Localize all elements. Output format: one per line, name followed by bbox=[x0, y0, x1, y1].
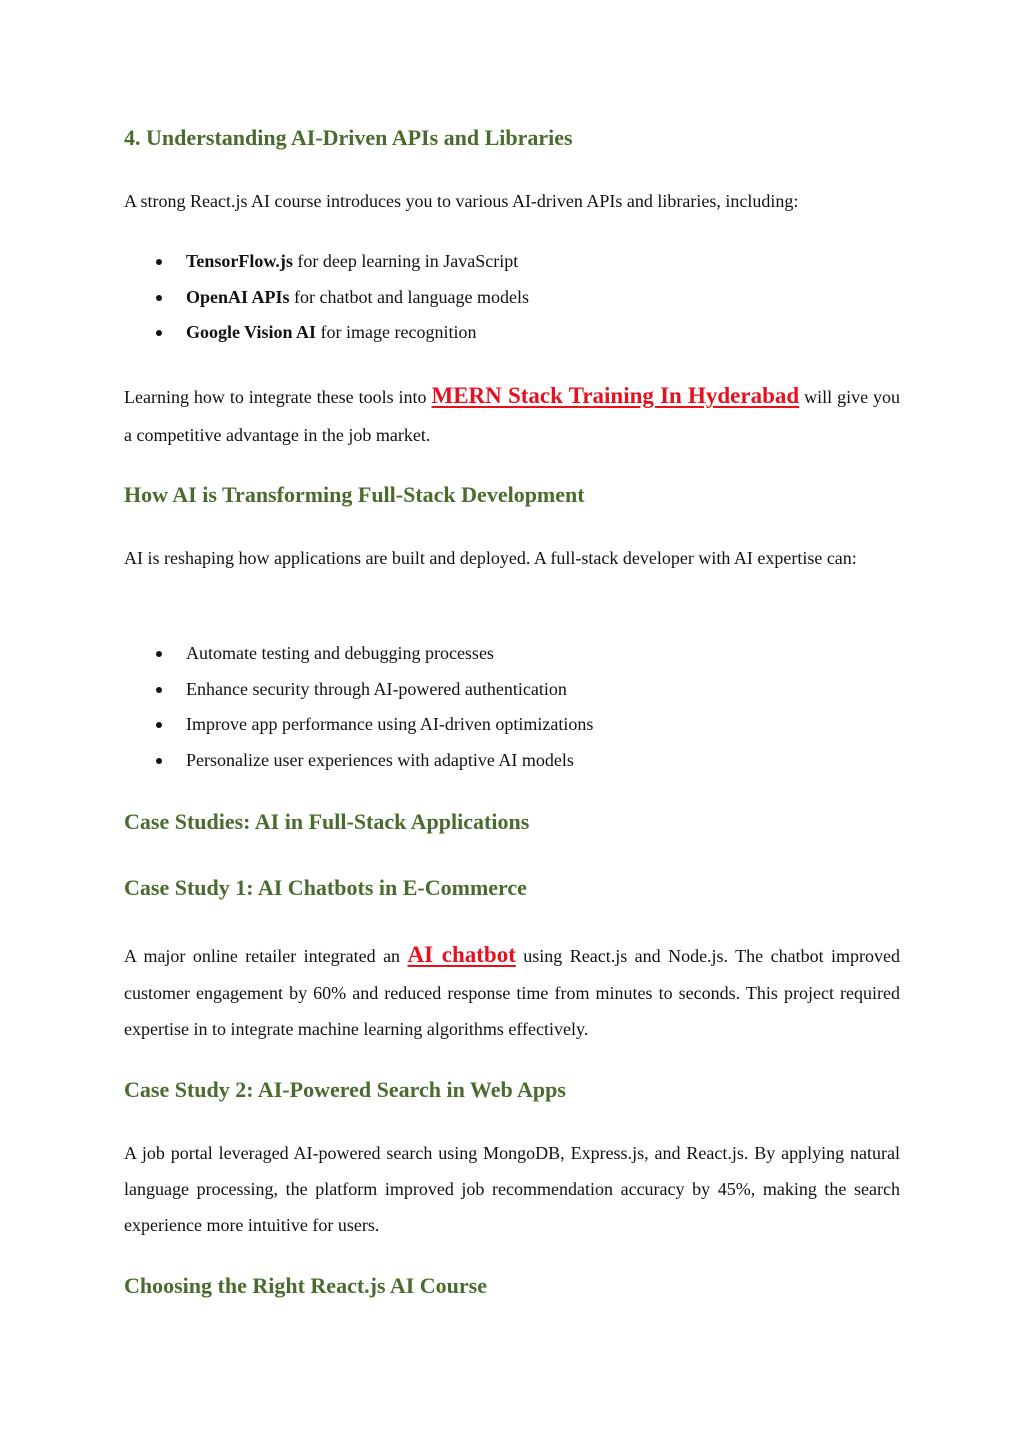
list-item bbox=[124, 672, 900, 708]
bullet-icon bbox=[156, 758, 162, 764]
list-item-bold: TensorFlow.js bbox=[186, 251, 293, 271]
bullet-icon bbox=[156, 295, 162, 301]
list-item-bold: Google Vision AI bbox=[186, 322, 317, 342]
list-item-text: Enhance security through AI-powered authentication bbox=[186, 678, 567, 699]
case-study-2-heading: Case Study 2: AI-Powered Search in Web Apps bbox=[124, 1077, 566, 1102]
list-item-text: for image recognition bbox=[316, 322, 477, 342]
bullet-icon bbox=[156, 651, 162, 657]
list-item-text: Improve app performance using AI-driven optimizations bbox=[186, 714, 594, 734]
bullet-icon bbox=[156, 330, 162, 336]
list-item bbox=[124, 743, 900, 779]
list-item-text: Automate testing and debugging processes bbox=[186, 643, 494, 663]
paragraph-text: using React.js and Node.js. The chatbot improved customer engagement by 60% and reduced response time from minutes to seconds. This project required expertise in to integrate machine learning algorithms effectively. bbox=[124, 946, 900, 1039]
paragraph-text: A major online retailer integrated an bbox=[124, 946, 408, 966]
list-item-text: Personalize user experiences with adaptive AI models bbox=[186, 749, 574, 770]
ai-capabilities-list bbox=[124, 636, 900, 778]
list-item bbox=[124, 244, 900, 280]
ai-chatbot-link[interactable]: AI chatbot bbox=[407, 942, 516, 967]
intro-paragraph-fullstack: AI is reshaping how applications are built and deployed. A full-stack developer with AI expertise can: bbox=[124, 548, 857, 568]
paragraph-text: Learning how to integrate these tools into bbox=[124, 387, 432, 407]
list-item-text: for deep learning in JavaScript bbox=[292, 251, 519, 271]
section-heading-fullstack: How AI is Transforming Full-Stack Development bbox=[124, 482, 585, 507]
paragraph-text: will give you a competitive advantage in the job market. bbox=[124, 387, 900, 445]
section-heading-case-studies: Case Studies: AI in Full-Stack Applications bbox=[124, 809, 530, 834]
list-item-bold: OpenAI APIs bbox=[186, 286, 290, 307]
case-study-1-heading: Case Study 1: AI Chatbots in E-Commerce bbox=[124, 875, 527, 900]
intro-paragraph-ai-apis: A strong React.js AI course introduces you to various AI-driven APIs and libraries, including: bbox=[124, 191, 799, 211]
list-item bbox=[124, 280, 900, 316]
section-heading-choosing-course: Choosing the Right React.js AI Course bbox=[124, 1273, 487, 1298]
bullet-icon bbox=[156, 259, 162, 265]
case-study-1-paragraph bbox=[124, 937, 900, 1048]
list-item bbox=[124, 636, 900, 672]
list-item bbox=[124, 315, 900, 351]
case-study-2-paragraph: A job portal leveraged AI-powered search using MongoDB, Express.js, and React.js. By applying natural language processing, the platform improved job recommendation accuracy by 45%, making the search experience more intuitive for users. bbox=[124, 1143, 900, 1235]
integration-paragraph bbox=[124, 377, 900, 454]
section-heading-ai-apis: 4. Understanding AI-Driven APIs and Libraries bbox=[124, 125, 573, 150]
mern-training-link[interactable]: MERN Stack Training In Hyderabad bbox=[431, 383, 800, 408]
ai-libraries-list bbox=[124, 244, 900, 351]
list-item bbox=[124, 707, 900, 743]
list-item-text: for chatbot and language models bbox=[289, 286, 529, 307]
bullet-icon bbox=[156, 687, 162, 693]
bullet-icon bbox=[156, 722, 162, 728]
